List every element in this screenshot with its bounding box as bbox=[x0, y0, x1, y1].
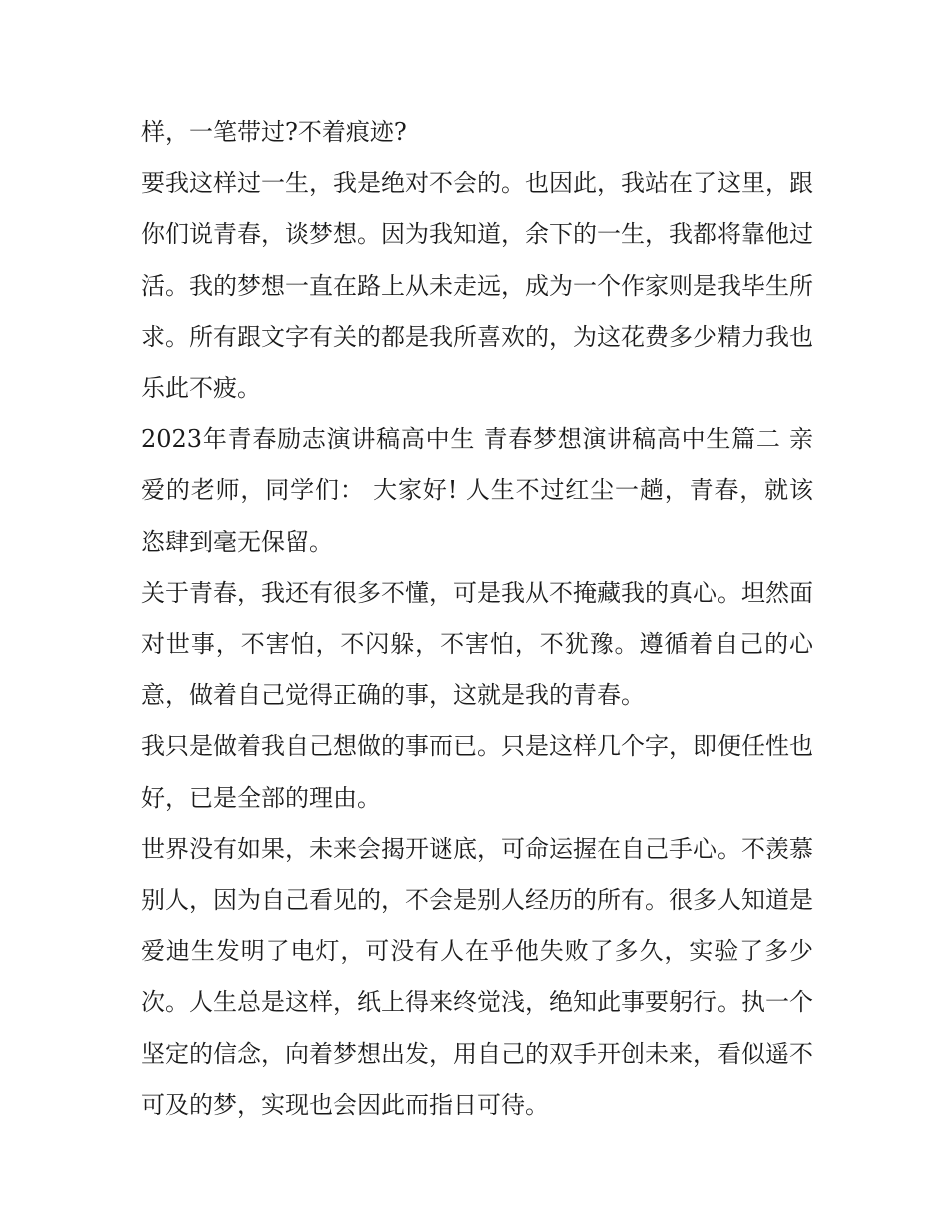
paragraph-destiny: 世界没有如果，未来会揭开谜底，可命运握在自己手心。不羡慕别人，因为自己看见的，不会是别人经历的所有。很多人知道是爱迪生发明了电灯，可没有人在乎他失败了多久，实验了多少次。人生总是这样，纸上得来终觉浅，绝知此事要躬行。执一个坚定的信念，向着梦想出发，用自己的双手开创未来，看似遥不可及的梦，实现也会因此而指日可待。 bbox=[141, 834, 813, 1119]
paragraph-continuation: 样，一笔带过?不着痕迹? bbox=[141, 118, 407, 146]
paragraph-own-will: 我只是做着我自己想做的事而已。只是这样几个字，即便任性也好，已是全部的理由。 bbox=[141, 732, 813, 812]
document-body bbox=[141, 107, 813, 1131]
paragraph-about-youth: 关于青春，我还有很多不懂，可是我从不掩藏我的真心。坦然面对世事，不害怕，不闪躲，不害怕，不犹豫。遵循着自己的心意，做着自己觉得正确的事，这就是我的青春。 bbox=[141, 578, 813, 710]
paragraph-speech-title: 2023年青春励志演讲稿高中生 青春梦想演讲稿高中生篇二 亲爱的老师，同学们： 大家好! 人生不过红尘一趟，青春，就该恣肆到毫无保留。 bbox=[141, 425, 813, 556]
paragraph-dream-writer: 要我这样过一生，我是绝对不会的。也因此，我站在了这里，跟你们说青春，谈梦想。因为我知道，余下的一生，我都将靠他过活。我的梦想一直在路上从未走远，成为一个作家则是我毕生所求。所有跟文字有关的都是我所喜欢的，为这花费多少精力我也乐此不疲。 bbox=[141, 169, 813, 403]
